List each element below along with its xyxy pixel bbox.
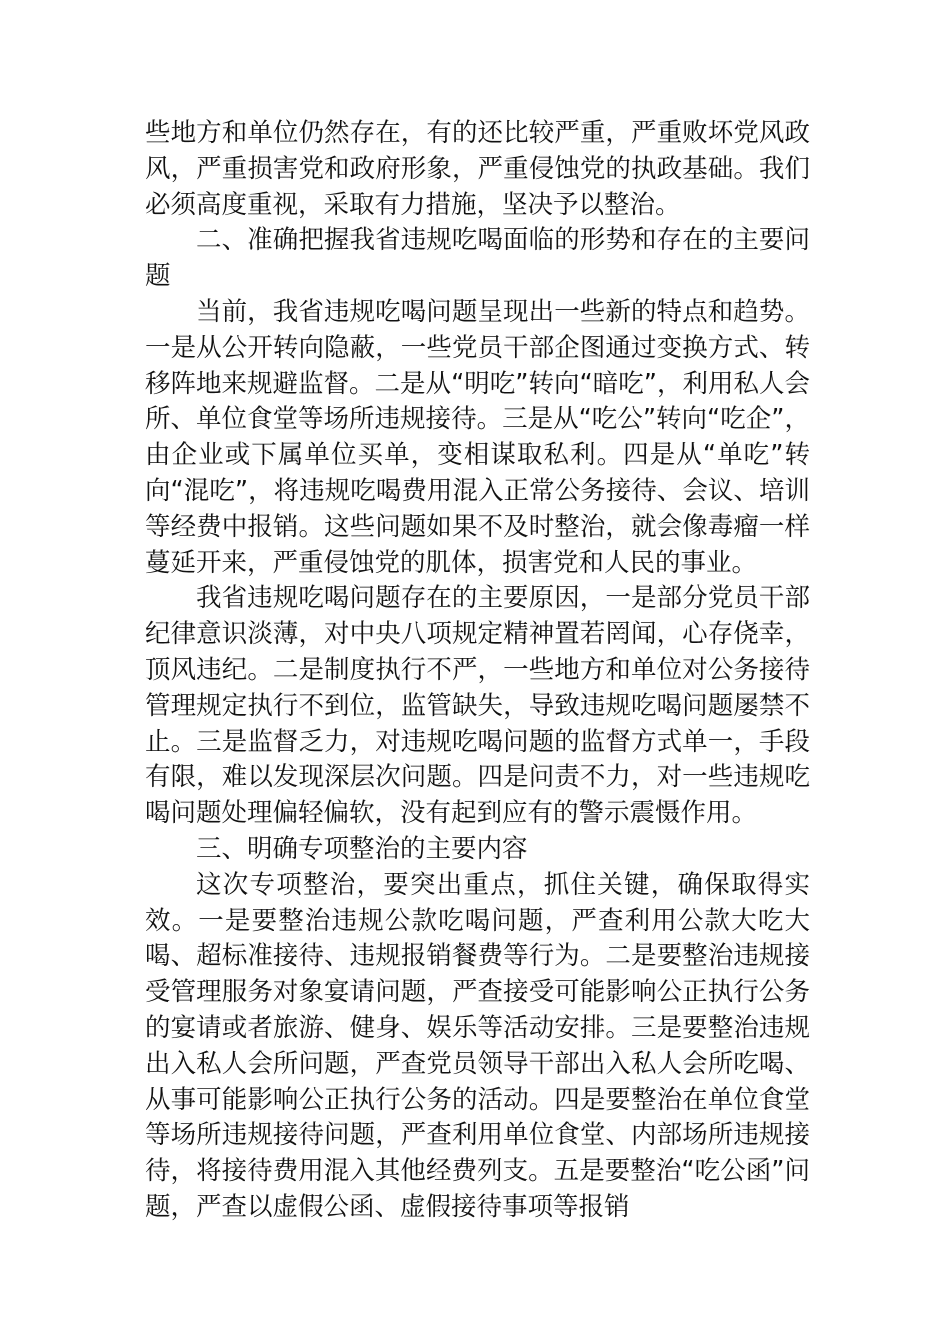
section-heading-3: 三、明确专项整治的主要内容 <box>196 833 528 864</box>
paragraph-continuation: 些地方和单位仍然存在，有的还比较严重，严重败坏党风政风，严重损害党和政府形象，严重侵蚀党的执政基础。我们必须高度重视，采取有力措施，坚决予以整治。 <box>145 118 810 220</box>
paragraph-trends: 当前，我省违规吃喝问题呈现出一些新的特点和趋势。一是从公开转向隐蔽，一些党员干部企图通过变换方式、转移阵地来规避监督。二是从“明吃”转向“暗吃”，利用私人会所、单位食堂等场所违规接待。三是从“吃公”转向“吃企”，由企业或下属单位买单，变相谋取私利。四是从“单吃”转向“混吃”，将违规吃喝费用混入正常公务接待、会议、培训等经费中报销。这些问题如果不及时整治，就会像毒瘤一样蔓延开来，严重侵蚀党的肌体，损害党和人民的事业。 <box>145 296 810 578</box>
paragraph-causes: 我省违规吃喝问题存在的主要原因，一是部分党员干部纪律意识淡薄，对中央八项规定精神置若罔闻，心存侥幸，顶风违纪。二是制度执行不严，一些地方和单位对公务接待管理规定执行不到位，监管缺失，导致违规吃喝问题屡禁不止。三是监督乏力，对违规吃喝问题的监督方式单一，手段有限，难以发现深层次问题。四是问责不力，对一些违规吃喝问题处理偏轻偏软，没有起到应有的警示震慑作用。 <box>145 583 810 829</box>
paragraph-rectification: 这次专项整治，要突出重点，抓住关键，确保取得实效。一是要整治违规公款吃喝问题，严查利用公款大吃大喝、超标准接待、违规报销餐费等行为。二是要整治违规接受管理服务对象宴请问题，严查接受可能影响公正执行公务的宴请或者旅游、健身、娱乐等活动安排。三是要整治违规出入私人会所问题，严查党员领导干部出入私人会所吃喝、从事可能影响公正执行公务的活动。四是要整治在单位食堂等场所违规接待问题，严查利用单位食堂、内部场所违规接待，将接待费用混入其他经费列支。五是要整治“吃公函”问题，严查以虚假公函、虚假接待事项等报销 <box>145 869 810 1222</box>
document-body <box>145 116 810 1226</box>
section-heading-2: 二、准确把握我省违规吃喝面临的形势和存在的主要问题 <box>145 225 810 292</box>
